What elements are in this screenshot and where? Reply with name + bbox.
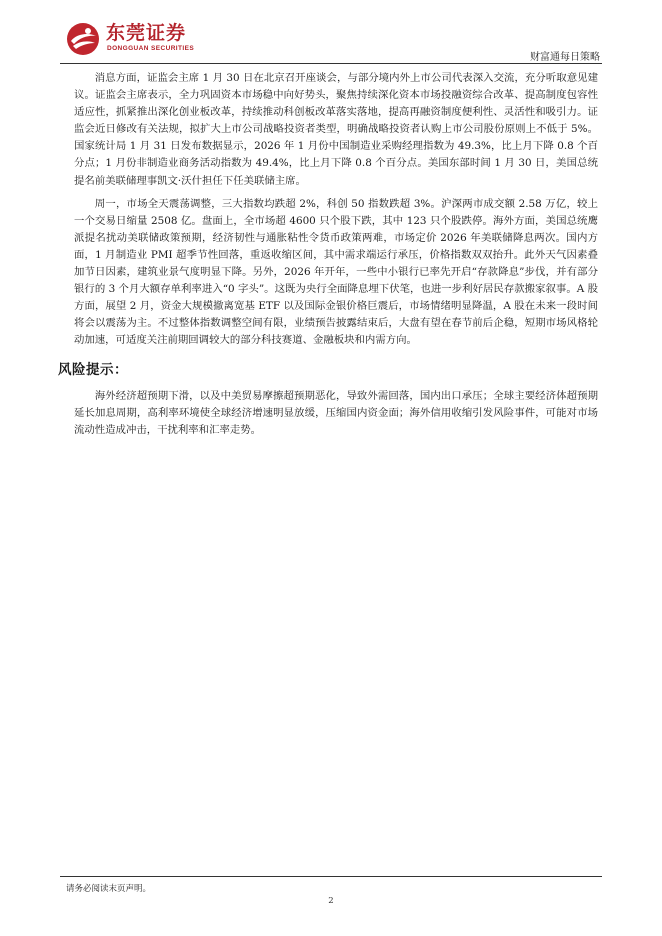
- page-number: 2: [328, 896, 334, 906]
- risk-paragraph: 海外经济超预期下滑，以及中美贸易摩擦超预期恶化，导致外需回落，国内出口承压；全球主要经济体超预期延长加息周期，高利率环境使全球经济增速明显放缓，压缩国内资金面；海外信用收缩引发风险事件，可能对市场流动性造成冲击，干扰利率和汇率走势。: [74, 389, 598, 436]
- page-header: [0, 0, 662, 64]
- report-name: 财富通每日策略: [530, 52, 600, 63]
- dongguan-securities-logo-icon: [66, 22, 100, 56]
- header-divider: [60, 63, 602, 64]
- brand-name-en: DONGGUAN SECURITIES: [107, 45, 195, 52]
- risk-heading: 风险提示：: [58, 361, 128, 378]
- footer-disclaimer: 请务必阅读末页声明。: [66, 884, 152, 894]
- report-body: [58, 70, 598, 445]
- news-paragraph: 消息方面，证监会主席 1 月 30 日在北京召开座谈会，与部分境内外上市公司代表深入交流，充分听取意见建议。证监会主席表示，全力巩固资本市场稳中向好势头，聚焦持续深化资本市场投融资综合改革、提高制度包容性适应性，抓紧推出深化创业板改革，持续推动科创板改革落实落地，提高再融资制度便利性、灵活性和吸引力。证监会近日修改有关法规，拟扩大上市公司战略投资者类型，明确战略投资者认购上市公司股份原则上不低于 5%。国家统计局 1 月 31 日发布数据显示，2026 年 1 月份中国制造业采购经理指数为 49.3%，比上月下降 0.8 个百分点；1 月份非制造业商务活动指数为 49.4%，比上月下降 0.8 个百分点。美国东部时间 1 月 30 日，美国总统提名前美联储理事凯文·沃什担任下任美联储主席。: [74, 72, 598, 187]
- brand-name-cn: 东莞证券: [106, 22, 187, 44]
- market-paragraph: 周一，市场全天震荡调整，三大指数均跌超 2%，科创 50 指数跌超 3%。沪深两市成交额 2.58 万亿，较上一个交易日缩量 2508 亿。盘面上，全市场超 4600 只个股下跌，其中 123 只个股跌停。海外方面，美国总统鹰派提名扰动美联储政策预期，经济韧性与通胀粘性令货币政策两难，市场定价 2026 年美联储降息两次。国内方面，1 月制造业 PMI 超季节性回落，重返收缩区间，其中需求端运行承压，价格指数双双抬升。此外天气因素叠加节日因素，建筑业景气度明显下降。另外，2026 年开年，一些中小银行已率先开启“存款降息”步伐，并有部分银行的 3 个月大额存单利率进入“0 字头”。这既为央行全面降息埋下伏笔，也进一步利好居民存款搬家叙事。A 股方面，展望 2 月，资金大规模撤离宽基 ETF 以及国际金银价格巨震后，市场情绪明显降温，A 股在未来一段时间将会以震荡为主。不过整体指数调整空间有限，业绩预告披露结束后，大盘有望在春节前后企稳，短期市场风格轮动加速，可适度关注前期回调较大的部分科技赛道、金融板块和内需方向。: [74, 197, 598, 347]
- footer-divider: [60, 876, 602, 877]
